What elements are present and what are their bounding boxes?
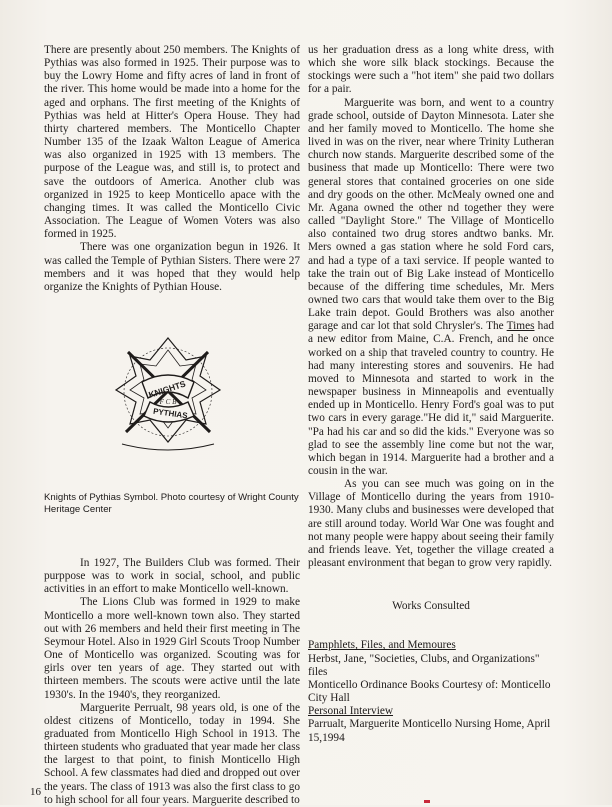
paragraph-builders-club: In 1927, The Builders Club was formed. Their purppose was to work in social, school, and public activities in an effort to make Monticello well-known. [44, 556, 300, 596]
paragraph-monticello-businesses [308, 97, 554, 479]
paragraph-pythian-sisters: There was one organization begun in 1926. It was called the Temple of Pythian Sisters. There were 27 members and it was hoped that they would help organize the Knights of Pythian House. [44, 241, 300, 293]
reference-parrualt: Parrualt, Marguerite Monticello Nursing Home, April 15,1994 [308, 718, 551, 744]
times-newspaper-name: Times [506, 320, 535, 333]
left-column [44, 44, 300, 807]
right-column [308, 44, 554, 745]
emblem-bottom-word: PYTHIAS [152, 406, 189, 421]
works-consulted-heading: Works Consulted [392, 600, 470, 613]
paragraph-knights-of-pythias: There are presently about 250 members. The Knights of Pythias was also formed in 1925. Their purpose was to buy the Lowry Home and fifty acres of land in front of the river. This home would be made into a home for the aged and orphans. The first meeting of the Knights of Pythias was held at Hitter's Opera House. They had thirty chartered members. The Monticello Chapter Number 135 of the Izaak Walton League of America was also organized in 1925 with 13 members. The purpose of the League was, and still is, to protect and save the outdoors of America. Another club was organized in 1925 to keep Monticello apace with the changing times. It was called the Monticello Civic Association. The League of Women Voters was also formed in 1925. [44, 44, 300, 241]
left-lower-text [44, 557, 300, 807]
paragraph-marguerite-perrualt: Marguerite Perrualt, 98 years old, is one of the oldest citizens of Monticello, today in 1994. She graduated from Monticello High School in 1913. The thirteen students who graduated that year made her class the largest to that point, to finish Monticello High School. A few classmates had died and dropped out over the years. The class of 1913 was also the first class to go to high school for all four years. Marguerite described to [44, 701, 300, 806]
emblem-top-word: KNIGHTS [147, 378, 187, 400]
paragraph-lions-club: The Lions Club was formed in 1929 to make Monticello a more well-known town also. They started out with 26 members and held their first meeting in The Seymour Hotel. Also in 1929 Girl Scouts Troop Number One of Monticello was organized. Scouting was for girls over ten years of age. They started out with thirteen members. The scouts were active until the late 1930's. In the 1940's, they reorganized. [44, 596, 300, 701]
businesses-text-continued: had a new editor from Maine, C.A. French, and he once worked on a ship that traveled country to country. He had many interesting stores and souvenirs. He had moved to Minnesota and started to work in the newspaper business in Minneapolis and eventually ended up in Monticello. Henry Ford's goal was to put two cars in every garage."He did it," said Marguerite. "Pa had his car and so did the kids." Everyone was so glad to see the assembly line come but not the war, which began in 1914. Marguerite had a brother and a cousin in the war. [308, 320, 554, 477]
works-consulted-list [308, 639, 554, 744]
paragraph-conclusion: As you can see much was going on in the Village of Monticello during the years from 1910-1930. Many clubs and businesses were developed that are still around today. World War One was fought and not many people were happy about seeing their family and friends leave. Yet, together the village created a pleasant environment that began to grow very rapidly. [308, 478, 554, 570]
page-number: 16 [30, 786, 41, 798]
emblem-caption: Knights of Pythias Symbol. Photo courtesy of Wright County Heritage Center [44, 491, 299, 516]
reference-herbst: Herbst, Jane, "Societies, Clubs, and Organizations" files [308, 652, 540, 678]
section-title-personal-interview: Personal Interview [308, 705, 394, 718]
red-ink-mark [424, 800, 430, 803]
emblem-letters: F C B [159, 397, 177, 406]
section-title-pamphlets: Pamphlets, Files, and Memoures [308, 639, 456, 652]
knights-of-pythias-emblem-icon [108, 332, 228, 462]
paragraph-graduation-dress: us her graduation dress as a long white dress, with which she wore silk black stockings. Because the stockings were such a "hot item" she paid two dollars for a pair. [308, 44, 554, 96]
businesses-text: Marguerite was born, and went to a country grade school, outside of Dayton Minnesota. Later she and her family moved to Monticello. The home she lived in was on the river, near where Trinity Lutheran church now stands. Marguerite described some of the business that made up Monticello: There were two general stores that contained groceries on one side and dry goods on the other. McMealy owned one and Mr. Agana owned the other nd together they were called "Daylight Store." The Village of Monticello also contained two drug stores andtwo banks. Mr. Mers owned a gas station where he sold Ford cars, and had a type of a taxi service. If people wanted to take the train out of Big Lake instead of Monticello because of the differing time schedules, Mr. Mers owned two cars that would take them over to the Big Lake train depot. Gould Brothers was also another garage and car lot that sold Chrysler's. The [308, 96, 554, 333]
reference-ordinance-books: Monticello Ordinance Books Courtesy of: Monticello City Hall [308, 678, 551, 705]
knights-of-pythias-emblem [108, 332, 228, 462]
